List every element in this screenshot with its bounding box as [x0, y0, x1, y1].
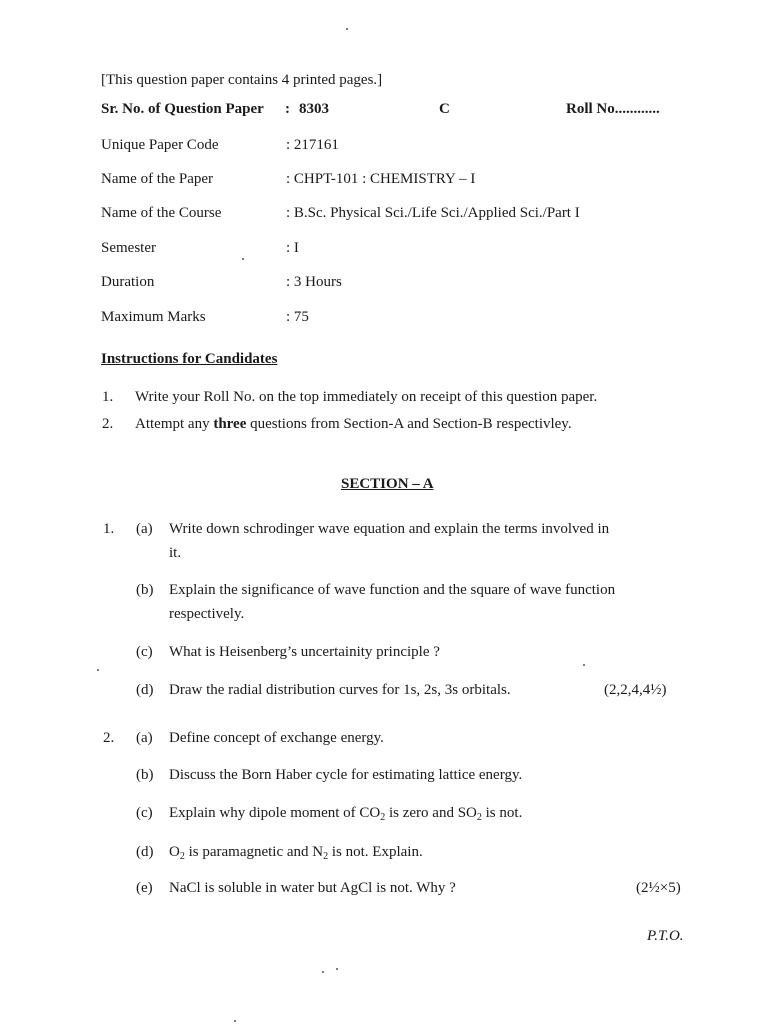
part-label: (c) — [136, 805, 153, 821]
part-text: Write down schrodinger wave equation and explain the terms involved in — [169, 521, 610, 537]
instruction-text-part: questions from Section-A and Section-B respectivley. — [246, 416, 572, 432]
part-text-cont: respectively. — [169, 606, 245, 622]
part-text: Define concept of exchange energy. — [169, 730, 384, 746]
part-text: Draw the radial distribution curves for 1s, 2s, 3s orbitals. — [169, 682, 511, 698]
subscript: 2 — [323, 851, 329, 862]
detail-label: Semester — [101, 240, 156, 256]
part-text: What is Heisenberg’s uncertainity principle ? — [169, 644, 440, 660]
instruction-number: 2. — [102, 416, 114, 432]
detail-value: : 3 Hours — [286, 274, 342, 290]
part-label: (e) — [136, 880, 153, 896]
part-text: Explain the significance of wave function and the square of wave function — [169, 582, 616, 598]
instruction-text: Write your Roll No. on the top immediately on receipt of this question paper. — [135, 389, 598, 405]
instructions-heading: Instructions for Candidates — [101, 351, 278, 367]
part-text — [169, 805, 522, 822]
part-label: (a) — [136, 521, 153, 537]
roll-number: Roll No............ — [566, 101, 660, 117]
text-run: O — [169, 844, 180, 860]
detail-label: Name of the Paper — [101, 171, 214, 187]
instruction-text — [135, 416, 572, 433]
part-text — [169, 844, 423, 861]
marks-allocation: (2½×5) — [636, 880, 681, 896]
detail-value: : CHPT-101 : CHEMISTRY – I — [286, 171, 476, 187]
pages-note: [This question paper contains 4 printed pages.] — [101, 72, 383, 88]
text-run: is zero and SO — [385, 805, 477, 821]
part-label: (b) — [136, 582, 154, 598]
section-title: SECTION – A — [341, 476, 434, 492]
pto-note: P.T.O. — [647, 928, 684, 944]
part-text: NaCl is soluble in water but AgCl is not. Why ? — [169, 880, 456, 896]
detail-value: : 217161 — [286, 137, 339, 153]
part-label: (b) — [136, 767, 154, 783]
scan-speck — [336, 968, 338, 970]
detail-label: Unique Paper Code — [101, 137, 219, 153]
marks-allocation: (2,2,4,4½) — [604, 682, 667, 698]
part-label: (d) — [136, 682, 154, 698]
part-text-cont: it. — [169, 545, 182, 561]
scan-speck — [322, 971, 324, 973]
scan-speck — [234, 1020, 236, 1022]
part-label: (d) — [136, 844, 154, 860]
part-text: Discuss the Born Haber cycle for estimating lattice energy. — [169, 767, 523, 783]
scan-speck — [97, 669, 99, 671]
scan-speck — [346, 28, 348, 30]
instruction-number: 1. — [102, 389, 114, 405]
scan-speck — [583, 664, 585, 666]
text-run: is paramagnetic and N — [184, 844, 324, 860]
question-number: 2. — [103, 730, 115, 746]
paper-set: C — [439, 101, 450, 117]
detail-value: : 75 — [286, 309, 309, 325]
detail-label: Duration — [101, 274, 155, 290]
detail-label: Maximum Marks — [101, 309, 206, 325]
scan-speck — [242, 258, 244, 260]
sr-value: 8303 — [299, 101, 329, 117]
sr-colon: : — [285, 101, 290, 117]
sr-label: Sr. No. of Question Paper — [101, 101, 264, 117]
detail-value: : I — [286, 240, 299, 256]
text-run: Explain why dipole moment of CO — [169, 805, 381, 821]
subscript: 2 — [476, 812, 482, 823]
question-number: 1. — [103, 521, 115, 537]
instruction-emphasis: three — [213, 416, 247, 432]
detail-label: Name of the Course — [101, 205, 222, 221]
subscript: 2 — [380, 812, 386, 823]
part-label: (a) — [136, 730, 153, 746]
text-run: is not. Explain. — [328, 844, 423, 860]
part-label: (c) — [136, 644, 153, 660]
detail-value: : B.Sc. Physical Sci./Life Sci./Applied Sci./Part I — [286, 205, 580, 221]
text-run: is not. — [481, 805, 523, 821]
instruction-text-part: Attempt any — [135, 416, 214, 432]
subscript: 2 — [179, 851, 185, 862]
